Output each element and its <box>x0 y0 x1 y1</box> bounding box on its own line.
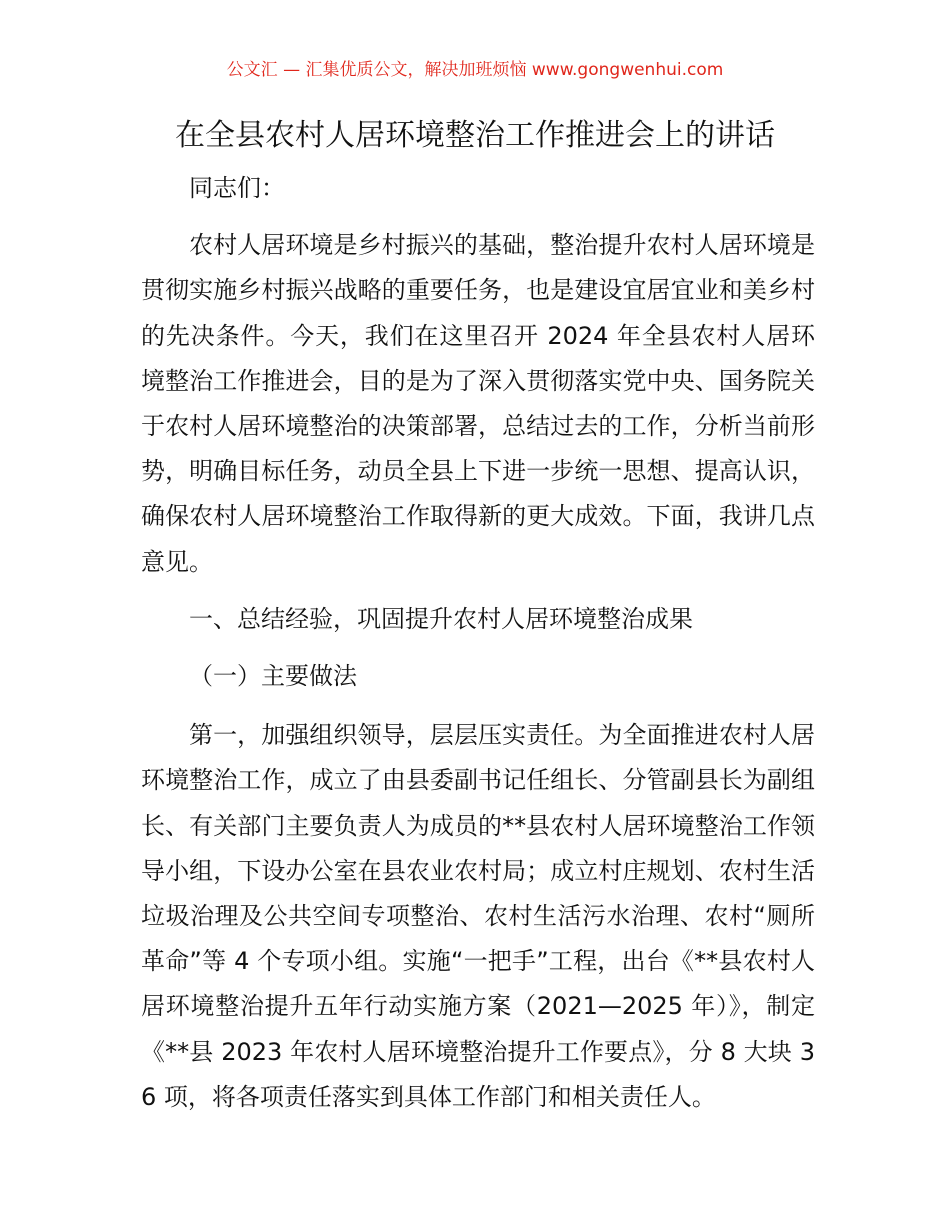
subsection-heading: （一）主要做法 <box>189 662 357 691</box>
source-header: 公文汇 — 汇集优质公文，解决加班烦恼 www.gongwenhui.com <box>226 60 724 80</box>
greeting: 同志们： <box>189 174 285 202</box>
first-point-paragraph: 第一，加强组织领导，层层压实责任。为全面推进农村人居环境整治工作，成立了由县委副书记任组长、分管副县长为副组长、有关部门主要负责人为成员的**县农村人居环境整治工作领导小组，下设办公室在县农业农村局；成立村庄规划、农村生活垃圾治理及公共空间专项整治、农村生活污水治理、农村“厕所革命”等 4 个专项小组。实施“一把手”工程，出台《**县农村人居环境整治提升五年行动实施方案（2021—2025 年）》，制定《**县 2023 年农村人居环境整治提升工作要点》，分 8 大块 36 项，将各项责任落实到具体工作部门和相关责任人。 <box>141 721 815 1111</box>
spacer <box>141 642 815 654</box>
section-heading: 一、总结经验，巩固提升农村人居环境整治成果 <box>189 604 693 633</box>
document-title: 在全县农村人居环境整治工作推进会上的讲话 <box>175 118 775 153</box>
document-body <box>141 166 815 1120</box>
spacer <box>141 699 815 713</box>
spacer <box>141 585 815 597</box>
spacer <box>141 211 815 223</box>
intro-paragraph: 农村人居环境是乡村振兴的基础，整治提升农村人居环境是贯彻实施乡村振兴战略的重要任务，也是建设宜居宜业和美乡村的先决条件。今天，我们在这里召开 2024 年全县农村人居环境整治工作推进会，目的是为了深入贯彻落实党中央、国务院关于农村人居环境整治的决策部署，总结过去的工作，分析当前形势，明确目标任务，动员全县上下进一步统一思想、提高认识，确保农村人居环境整治工作取得新的更大成效。下面，我讲几点意见。 <box>141 231 815 576</box>
